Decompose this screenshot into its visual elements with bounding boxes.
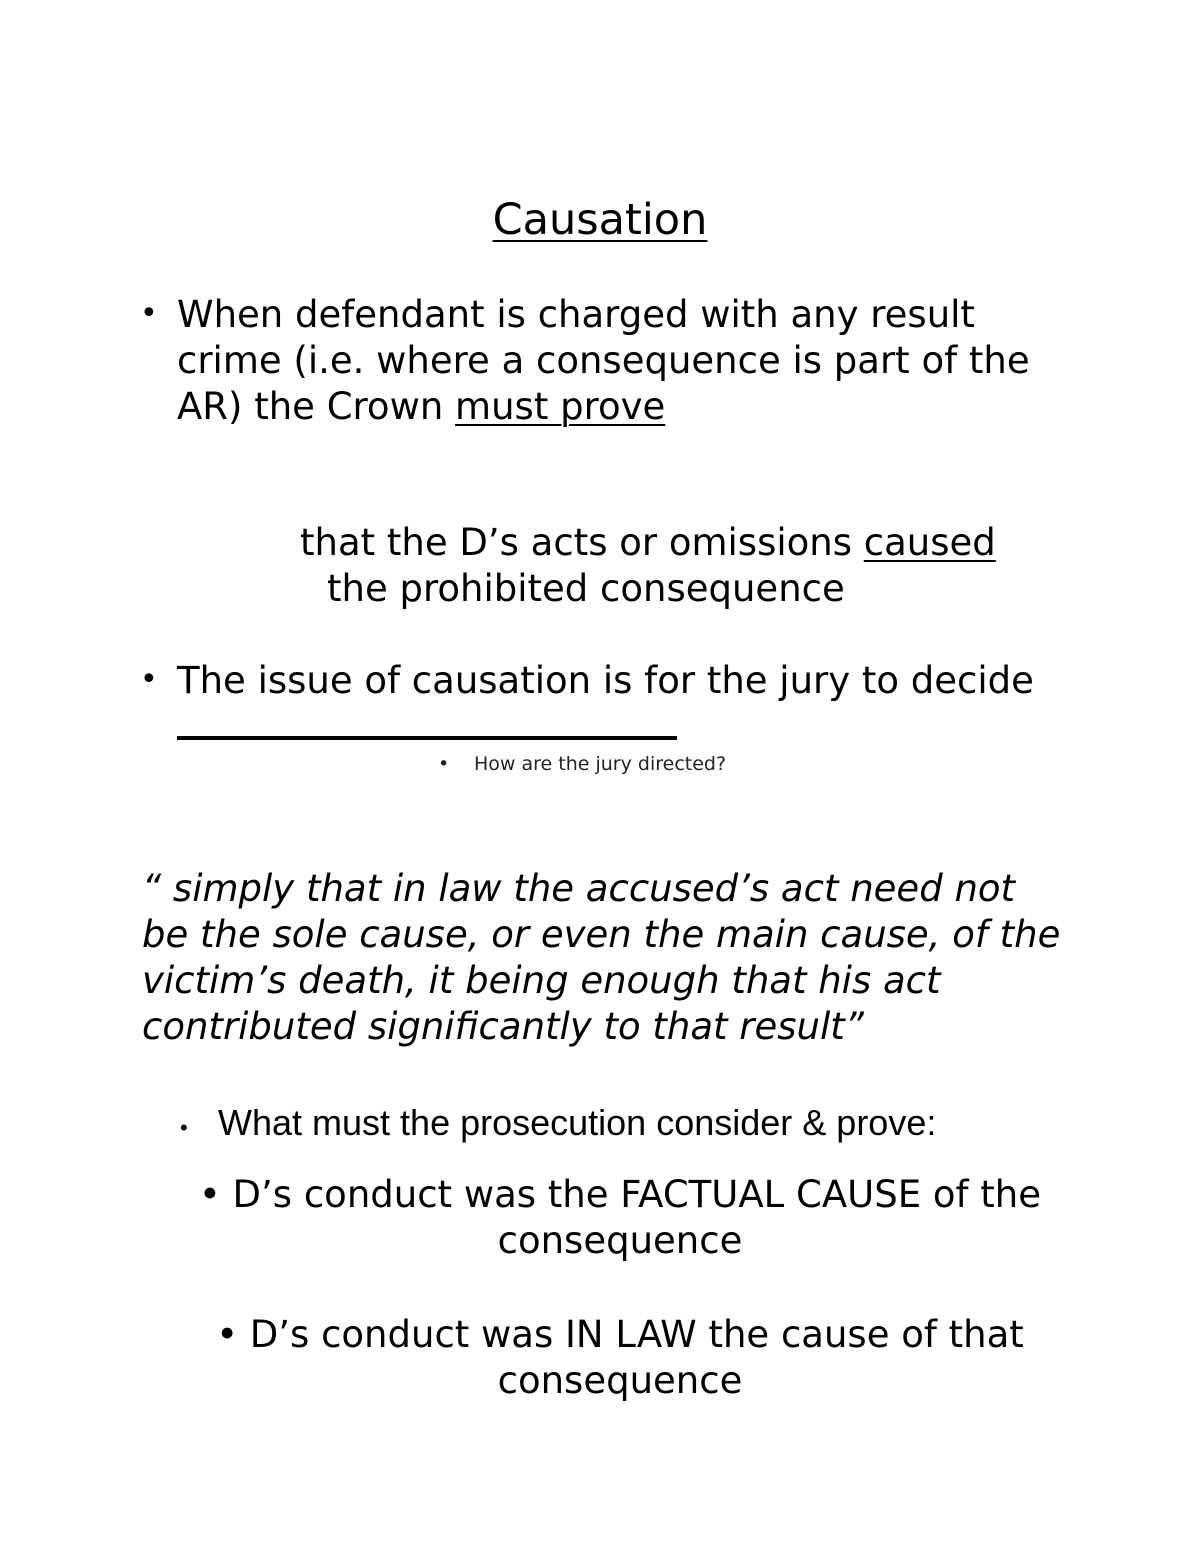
bullet-marker: • [438, 753, 450, 775]
page-title: Causation [492, 195, 708, 245]
bullet-marker: • [180, 1115, 188, 1140]
sub-bullet-jury-directed [438, 752, 726, 776]
bullet-jury-decide [177, 658, 1077, 751]
sub-bullet-text: How are the jury directed? [474, 753, 727, 775]
prosecution-consider-line [180, 1100, 936, 1151]
blank-fill-line [177, 704, 677, 740]
factual-cause-item [140, 1172, 1100, 1264]
factual-cause-text: D’s conduct was the FACTUAL CAUSE of the consequence [232, 1173, 1042, 1262]
emphasis-must-prove: must prove [455, 385, 666, 428]
bullet-text: When defendant is charged with any result crime (i.e. where a consequence is part of the AR) the Crown [177, 293, 1030, 428]
bullet-marker: • [140, 296, 158, 331]
indented-text: that the D’s acts or omissions [300, 521, 864, 564]
legal-cause-text: D’s conduct was IN LAW the cause of that consequence [249, 1313, 1024, 1402]
bullet-result-crime [177, 292, 1077, 430]
indented-line-consequence: the prohibited consequence [327, 567, 845, 610]
legal-cause-item [140, 1312, 1100, 1404]
bullet-marker: • [216, 1313, 239, 1356]
bullet-marker: • [140, 662, 158, 697]
legal-quote: “ simply that in law the accused’s act need not be the sole cause, or even the main cause, of the victim’s death, it being enough that his act contributed significantly to that result” [142, 867, 1061, 1048]
indented-line-caused [300, 520, 996, 566]
consider-text: What must the prosecution consider & prove: [218, 1102, 937, 1143]
bullet-marker: • [198, 1173, 221, 1216]
emphasis-caused: caused [863, 521, 996, 564]
bullet-text: The issue of causation is for the jury to decide [177, 659, 1034, 702]
